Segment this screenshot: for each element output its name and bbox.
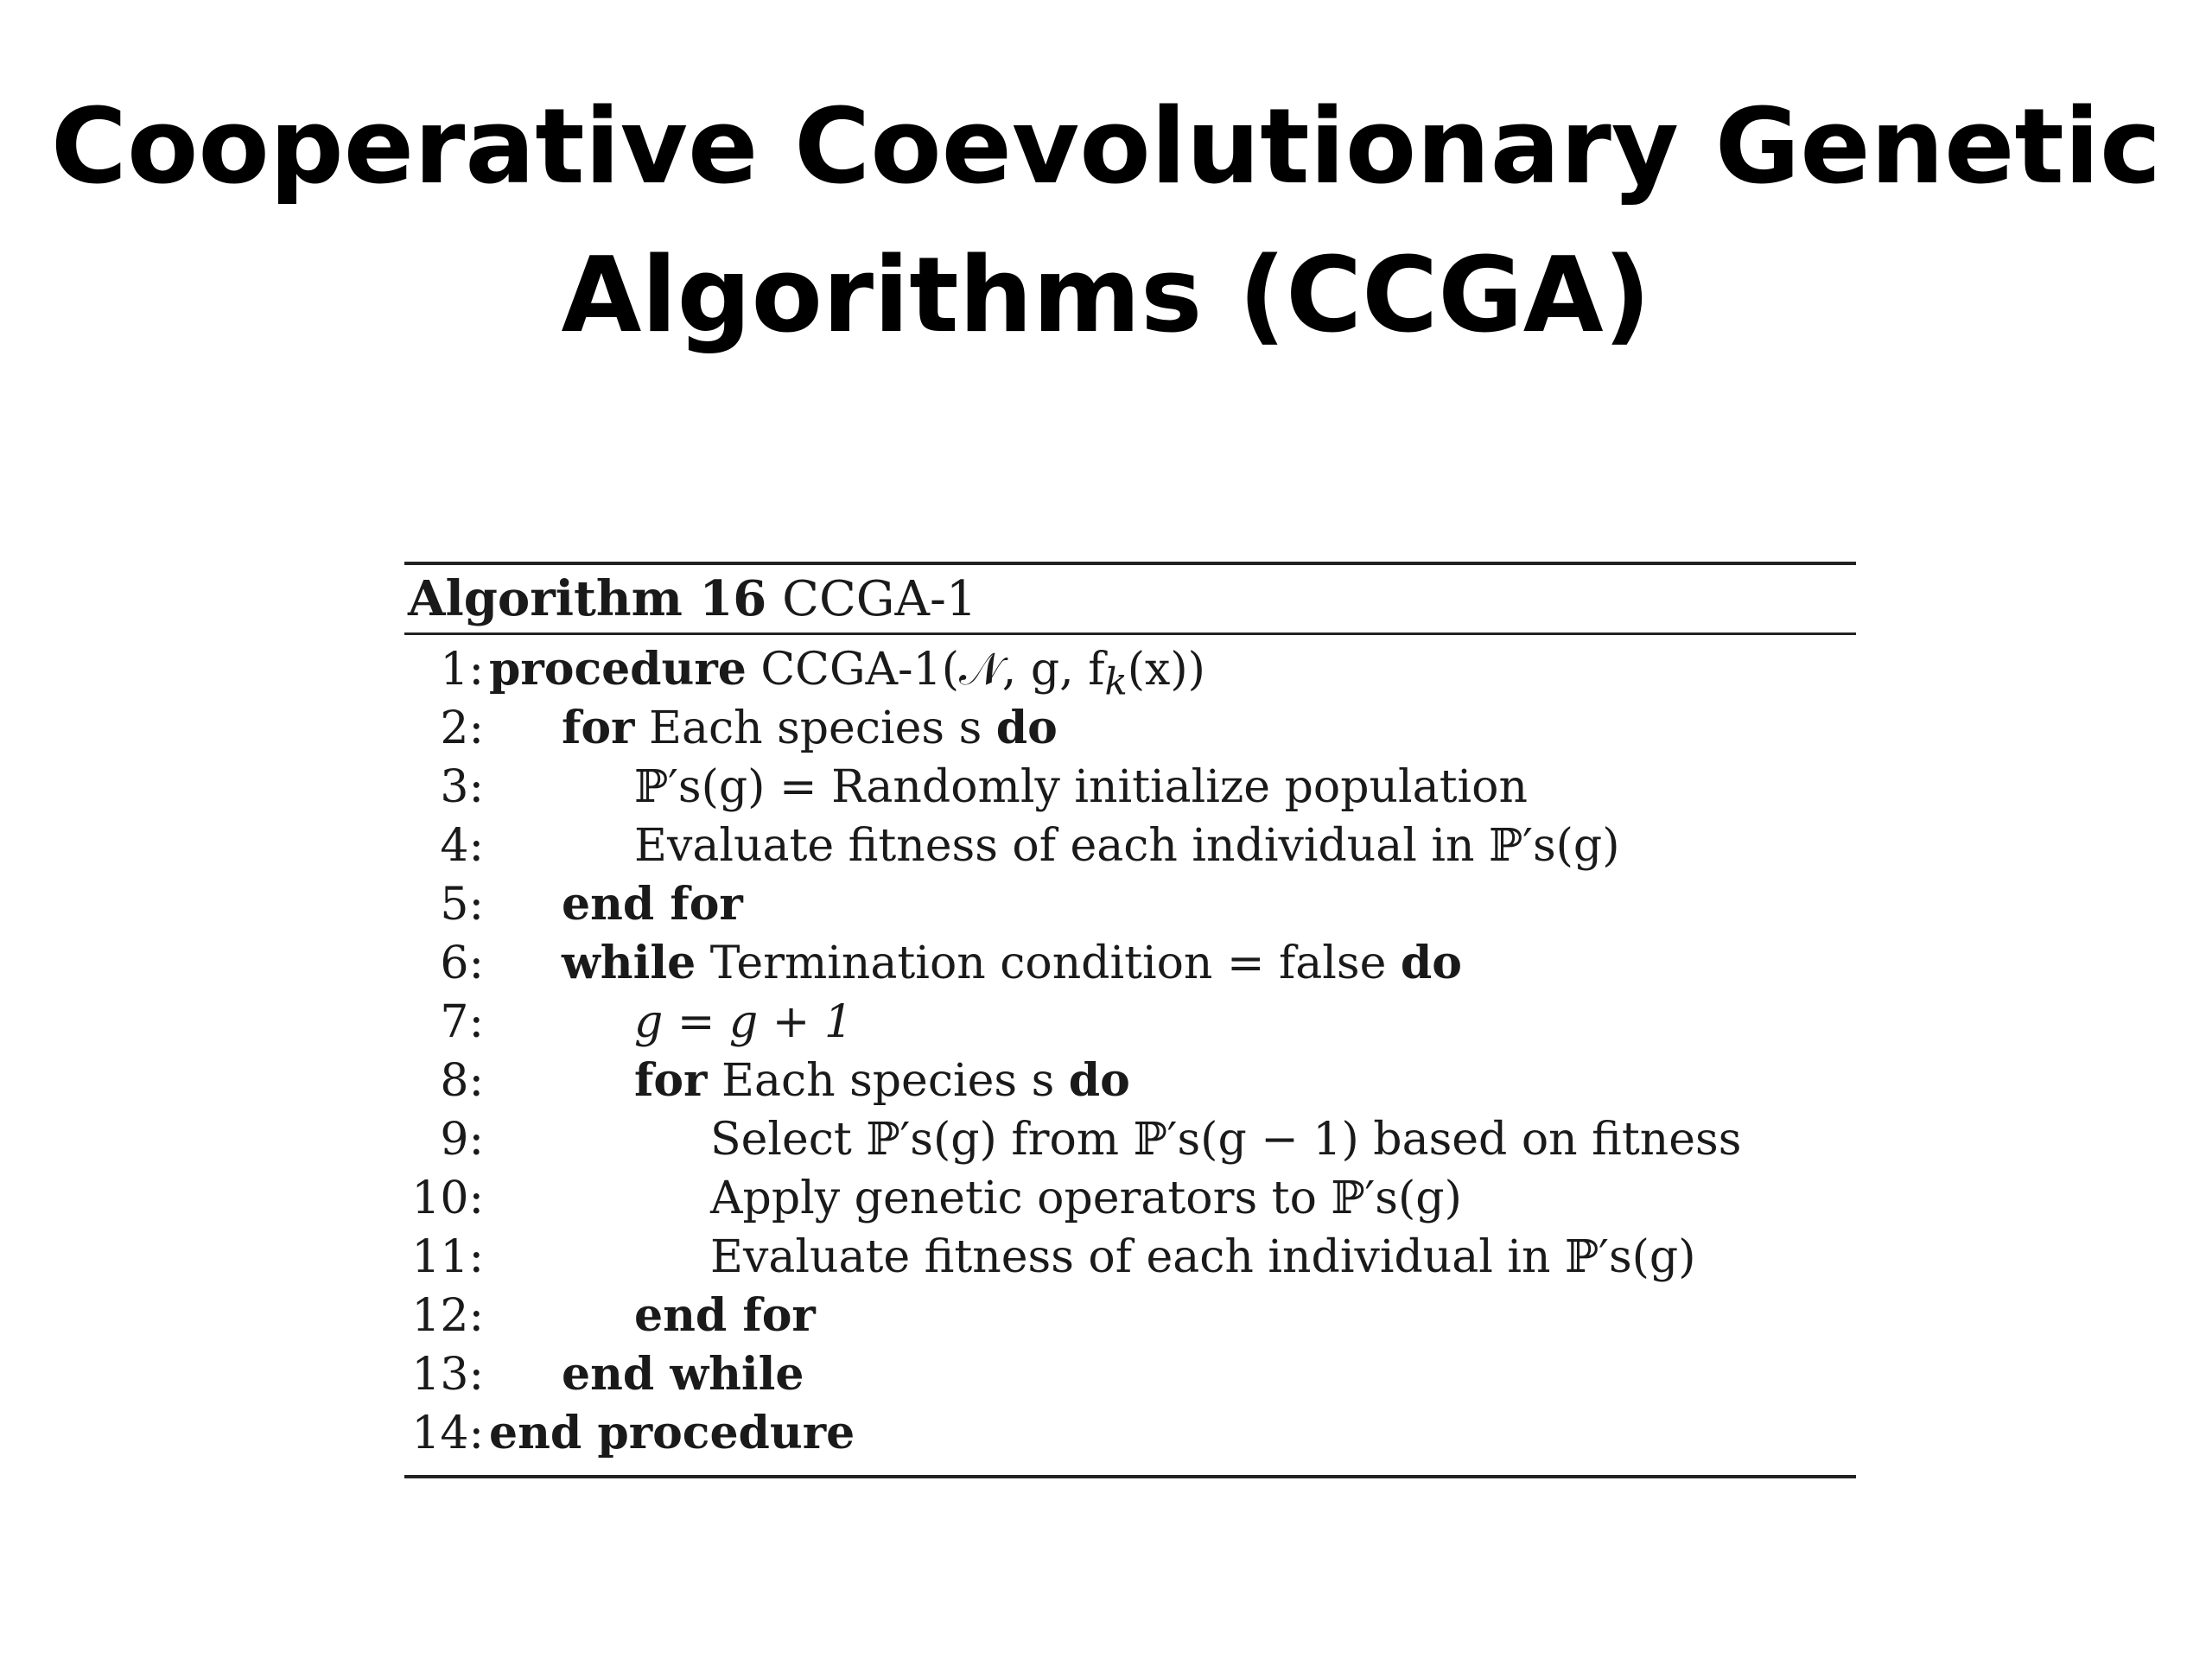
algorithm-line bbox=[404, 1287, 1856, 1345]
keyword: end for bbox=[634, 1289, 816, 1342]
keyword: procedure bbox=[489, 643, 747, 696]
line-number: 10: bbox=[411, 1173, 484, 1224]
algorithm-line bbox=[404, 1345, 1856, 1404]
keyword: do bbox=[995, 702, 1058, 754]
keyword: end for bbox=[562, 878, 743, 931]
keyword: for bbox=[562, 702, 635, 754]
algorithm-line bbox=[404, 875, 1856, 934]
line-subscript: k bbox=[1104, 660, 1128, 704]
line-text: Evaluate fitness of each individual in ℙ′s(g) bbox=[710, 1231, 1696, 1283]
line-number: 7: bbox=[440, 996, 484, 1048]
keyword: for bbox=[634, 1054, 708, 1107]
algorithm-line bbox=[404, 817, 1856, 875]
line-text: ℙ′s(g) = Randomly initialize population bbox=[634, 761, 1528, 813]
keyword: do bbox=[1068, 1054, 1130, 1107]
line-text: Each species s bbox=[707, 1055, 1069, 1107]
line-text: Each species s bbox=[634, 702, 996, 754]
algorithm-line bbox=[404, 758, 1856, 817]
line-number: 4: bbox=[440, 820, 484, 872]
algorithm-line bbox=[404, 699, 1856, 758]
line-text: g = g + 1 bbox=[634, 996, 853, 1048]
algorithm-line bbox=[404, 993, 1856, 1052]
line-number: 6: bbox=[440, 938, 484, 989]
bottom-rule bbox=[404, 1475, 1856, 1478]
line-number: 2: bbox=[440, 702, 484, 754]
line-text: Apply genetic operators to ℙ′s(g) bbox=[710, 1173, 1462, 1224]
algorithm-line bbox=[404, 934, 1856, 993]
line-number: 5: bbox=[440, 879, 484, 931]
line-number: 11: bbox=[411, 1231, 484, 1283]
keyword: while bbox=[562, 937, 696, 989]
line-text: Termination condition = false bbox=[696, 938, 1401, 989]
line-number: 12: bbox=[411, 1290, 484, 1342]
algorithm-line bbox=[404, 640, 1856, 704]
keyword: end while bbox=[562, 1348, 804, 1401]
algorithm-name: CCGA-1 bbox=[782, 571, 977, 627]
line-number: 13: bbox=[411, 1349, 484, 1401]
line-number: 14: bbox=[411, 1408, 484, 1459]
slide-title-line-1: Cooperative Coevolutionary Genetic bbox=[50, 87, 2162, 207]
algorithm-label: Algorithm 16 bbox=[408, 570, 767, 627]
algorithm-caption bbox=[404, 565, 1856, 632]
keyword: end procedure bbox=[489, 1407, 855, 1459]
line-number: 9: bbox=[440, 1114, 484, 1166]
algorithm-line bbox=[404, 1228, 1856, 1287]
line-number: 8: bbox=[440, 1055, 484, 1107]
keyword: do bbox=[1400, 937, 1462, 989]
line-text: CCGA-1(𝒩, g, f bbox=[746, 644, 1105, 696]
algorithm-line bbox=[404, 1052, 1856, 1110]
algorithm-line bbox=[404, 1110, 1856, 1169]
line-text: Evaluate fitness of each individual in ℙ′s(g) bbox=[634, 820, 1620, 872]
slide-title-line-2: Algorithms (CCGA) bbox=[561, 236, 1651, 356]
algorithm-line bbox=[404, 1404, 1856, 1463]
line-text-after: (x)) bbox=[1127, 644, 1205, 696]
line-number: 3: bbox=[440, 761, 484, 813]
algorithm-line bbox=[404, 1169, 1856, 1228]
line-text: Select ℙ′s(g) from ℙ′s(g − 1) based on fitness bbox=[710, 1114, 1742, 1166]
slide-title bbox=[0, 73, 2212, 371]
algorithm-lines bbox=[404, 635, 1856, 1475]
line-number: 1: bbox=[440, 644, 484, 696]
algorithm-box bbox=[404, 562, 1856, 1478]
